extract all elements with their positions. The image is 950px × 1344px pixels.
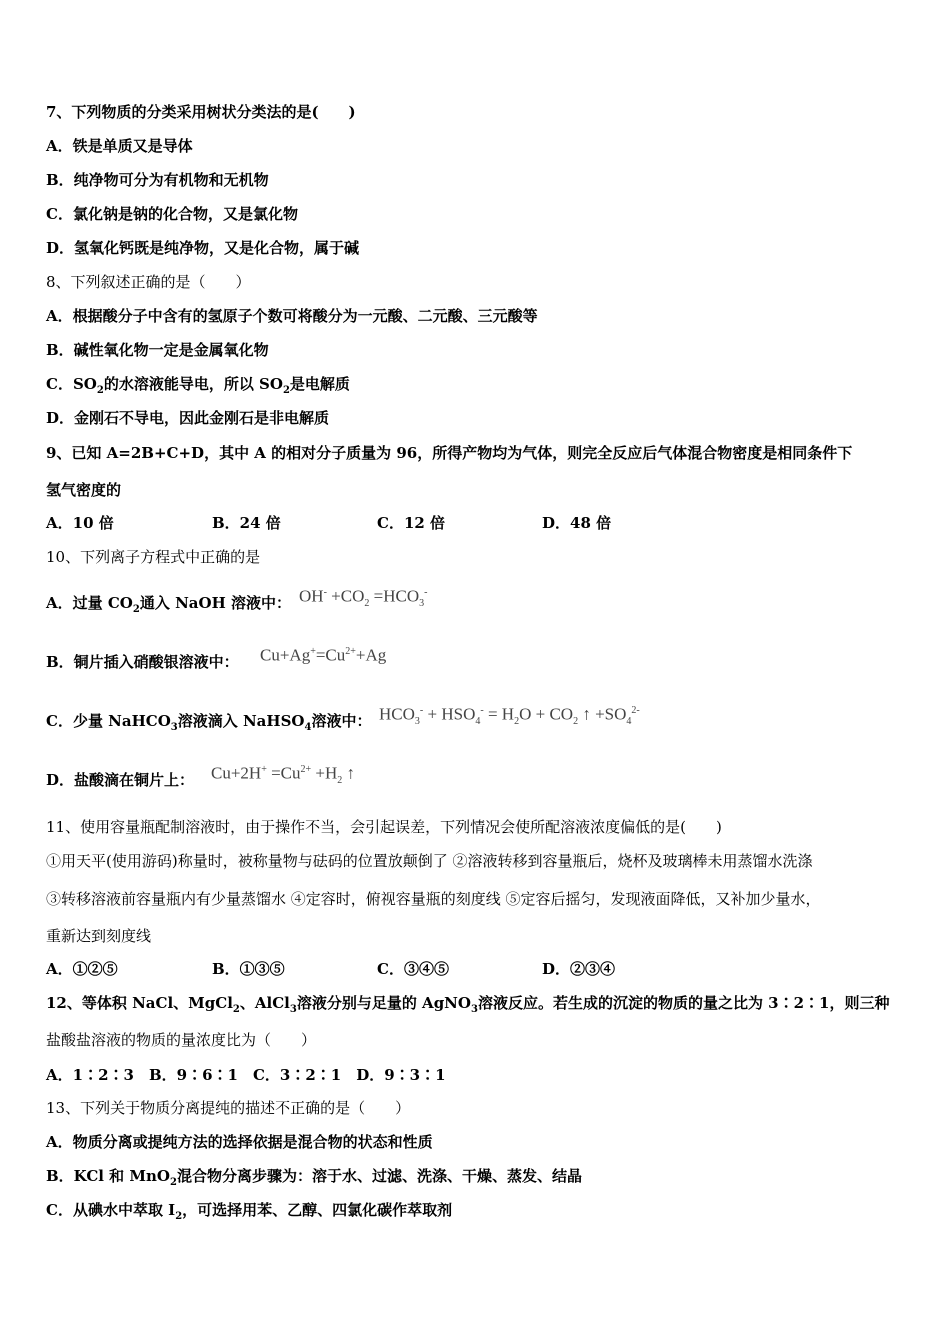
q7-stem: 7、下列物质的分类采用树状分类法的是( ) xyxy=(46,103,356,121)
q7-option-b: B．纯净物可分为有机物和无机物 xyxy=(46,171,269,189)
q8-stem: 8、下列叙述正确的是（ ） xyxy=(46,273,251,291)
q10-stem: 10、下列离子方程式中正确的是 xyxy=(46,548,261,566)
q13-option-a: A．物质分离或提纯方法的选择依据是混合物的状态和性质 xyxy=(46,1133,433,1151)
q13-stem: 13、下列关于物质分离提纯的描述不正确的是（ ） xyxy=(46,1099,411,1117)
q13-option-b: B．KCl 和 MnO$_2$混合物分离步骤为：溶于水、过滤、洗涤、干燥、蒸发、结晶 xyxy=(46,1167,582,1188)
q11-option-b: B．①③⑤ xyxy=(212,960,285,978)
q9-option-d: D．48 倍 xyxy=(542,514,612,532)
q10-b-equation: $Cu+Ag^+=Cu^{2+}+Ag$ xyxy=(260,645,387,665)
q8-option-c: C．$SO_2$的水溶液能导电，所以 $SO_2$是电解质 xyxy=(46,375,350,396)
q10-option-c: C．少量 NaHCO$_3$溶液滴入 NaHSO$_4$溶液中： xyxy=(46,712,372,733)
q10-a-equation: $OH^- +CO_2 =HCO_3^-$ xyxy=(299,586,428,610)
q10-option-a: A．过量 $CO_2$通入 NaOH 溶液中： xyxy=(46,594,291,615)
q9-option-c: C．12 倍 xyxy=(377,514,446,532)
q12-options: A．1∶2∶3 B．9∶6∶1 C．3∶2∶1 D．9∶3∶1 xyxy=(46,1066,446,1084)
q11-option-c: C．③④⑤ xyxy=(377,960,449,978)
q7-option-c: C．氯化钠是钠的化合物，又是氯化物 xyxy=(46,205,298,223)
q11-body-line3: 重新达到刻度线 xyxy=(46,927,152,945)
q7-option-d: D．氢氧化钙既是纯净物，又是化合物，属于碱 xyxy=(46,239,360,257)
q11-option-d: D．②③④ xyxy=(542,960,616,978)
q10-d-equation: $Cu+2H^+ =Cu^{2+} +H_2$ ↑ xyxy=(211,763,356,787)
q12-stem-line1: 12、等体积 NaCl、MgCl$_2$、AlCl$_3$溶液分别与足量的 AgNO$_3$溶液反应。若生成的沉淀的物质的量之比为 3∶2∶1，则三种 xyxy=(46,994,890,1015)
q12-stem-line2: 盐酸盐溶液的物质的量浓度比为（ ） xyxy=(46,1031,317,1049)
q10-c-equation: $HCO_3^- + HSO_4^- = H_2O + CO_2$ ↑ $+SO_4^{2-}$ xyxy=(379,704,640,728)
q11-body-line2: ③转移溶液前容量瓶内有少量蒸馏水 ④定容时，俯视容量瓶的刻度线 ⑤定容后摇匀，发现液面降低，又补加少量水， xyxy=(46,890,821,908)
q9-option-a: A．10 倍 xyxy=(46,514,114,532)
q8-option-b: B．碱性氧化物一定是金属氧化物 xyxy=(46,341,269,359)
q10-option-d: D．盐酸滴在铜片上： xyxy=(46,771,195,789)
q9-stem-line1: 9、已知 A=2B+C+D，其中 A 的相对分子质量为 96，所得产物均为气体，则完全反应后气体混合物密度是相同条件下 xyxy=(46,444,853,462)
q7-option-a: A．铁是单质又是导体 xyxy=(46,137,193,155)
q9-stem-line2: 氢气密度的 xyxy=(46,481,122,499)
q11-body-line1: ①用天平(使用游码)称量时，被称量物与砝码的位置放颠倒了 ②溶液转移到容量瓶后，烧杯及玻璃棒未用蒸馏水洗涤 xyxy=(46,852,813,870)
q9-option-b: B．24 倍 xyxy=(212,514,281,532)
q13-option-c: C．从碘水中萃取 $I_2$，可选择用苯、乙醇、四氯化碳作萃取剂 xyxy=(46,1201,453,1222)
q10-option-b: B．铜片插入硝酸银溶液中： xyxy=(46,653,239,671)
q11-option-a: A．①②⑤ xyxy=(46,960,118,978)
q8-option-a: A．根据酸分子中含有的氢原子个数可将酸分为一元酸、二元酸、三元酸等 xyxy=(46,307,538,325)
q11-stem: 11、使用容量瓶配制溶液时，由于操作不当，会引起误差，下列情况会使所配溶液浓度偏低的是( ) xyxy=(46,818,722,836)
q8-option-d: D．金刚石不导电，因此金刚石是非电解质 xyxy=(46,409,330,427)
